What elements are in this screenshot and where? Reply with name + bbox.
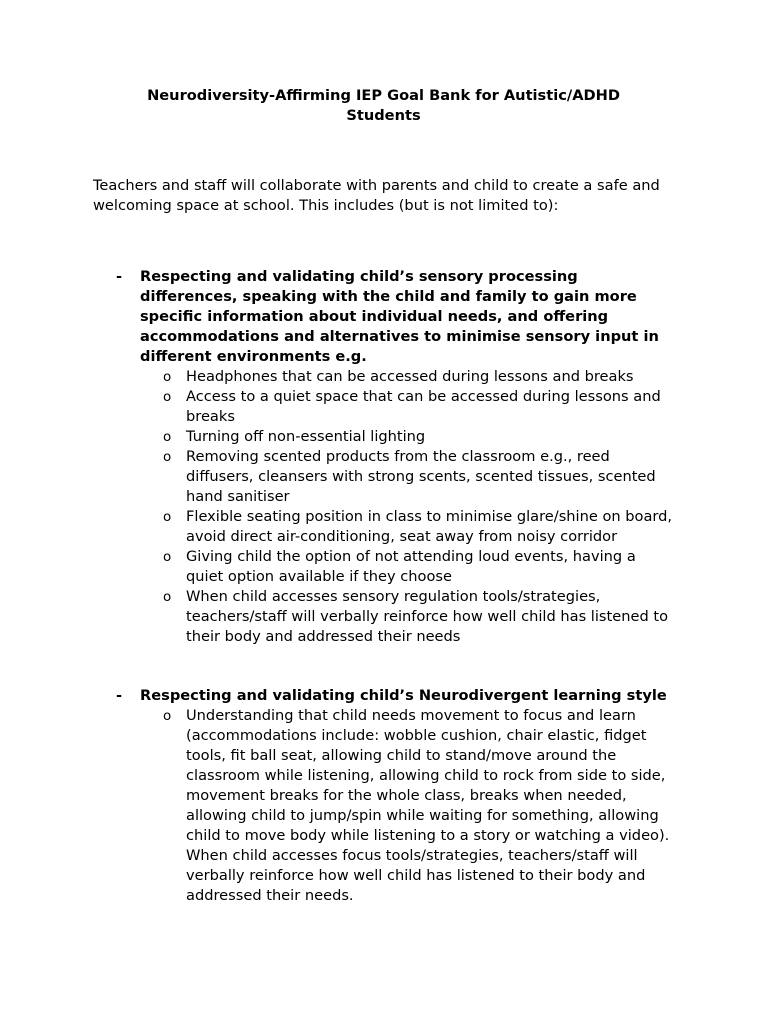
- list-item-text: Removing scented products from the classroom e.g., reed diffusers, cleansers with strong scents, scented tissues, scented hand sanitiser: [186, 448, 656, 505]
- section-heading: Respecting and validating child’s Neurodivergent learning style: [140, 687, 667, 704]
- list-item: [163, 706, 674, 906]
- document-title: Neurodiversity-Affirming IEP Goal Bank for Autistic/ADHD Students: [147, 87, 620, 124]
- list-item: [163, 507, 674, 547]
- section-learning-style: [93, 686, 674, 906]
- sub-bullet: o: [163, 369, 172, 385]
- list-item: [163, 447, 674, 507]
- section-bullet: -: [116, 687, 123, 704]
- section-sensory-processing: [93, 267, 674, 647]
- sub-bullet: o: [163, 708, 172, 724]
- section-heading: Respecting and validating child’s sensory processing differences, speaking with the child and family to gain more specific information about individual needs, and offering accommodations and alternatives to minimise sensory input in different environments e.g.: [140, 268, 659, 365]
- list-item-text: When child accesses sensory regulation tools/strategies, teachers/staff will verbally reinforce how well child has listened to their body and addressed their needs: [186, 588, 668, 645]
- list-item-text: Understanding that child needs movement to focus and learn (accommodations include: wobble cushion, chair elastic, fidget tools, fit ball seat, allowing child to stand/move around the classroom while listening, allowing child to rock from side to side, movement breaks for the whole class, breaks when needed, allowing child to jump/spin while waiting for something, allowing child to move body while listening to a story or watching a video). When child accesses focus tools/strategies, teachers/staff will verbally reinforce how well child has listened to their body and addressed their needs.: [186, 707, 670, 904]
- sub-bullet: o: [163, 589, 172, 605]
- sub-bullet: o: [163, 429, 172, 445]
- section-bullet: -: [116, 268, 123, 285]
- list-item: [163, 427, 674, 447]
- list-item-text: Giving child the option of not attending loud events, having a quiet option available if they choose: [186, 548, 636, 585]
- list-item-text: Flexible seating position in class to minimise glare/shine on board, avoid direct air-conditioning, seat away from noisy corridor: [186, 508, 673, 545]
- sub-bullet: o: [163, 449, 172, 465]
- sub-bullet: o: [163, 389, 172, 405]
- sub-bullet: o: [163, 509, 172, 525]
- sub-bullet: o: [163, 549, 172, 565]
- list-item-text: Turning off non-essential lighting: [186, 428, 426, 445]
- list-item: [163, 387, 674, 427]
- list-item: [163, 367, 674, 387]
- sub-list: [140, 367, 674, 647]
- sub-list: [140, 706, 674, 906]
- list-item-text: Headphones that can be accessed during lessons and breaks: [186, 368, 634, 385]
- list-item-text: Access to a quiet space that can be accessed during lessons and breaks: [186, 388, 661, 425]
- list-item: [163, 547, 674, 587]
- intro-paragraph: Teachers and staff will collaborate with parents and child to create a safe and welcoming space at school. This includes (but is not limited to):: [93, 177, 660, 214]
- list-item: [163, 587, 674, 647]
